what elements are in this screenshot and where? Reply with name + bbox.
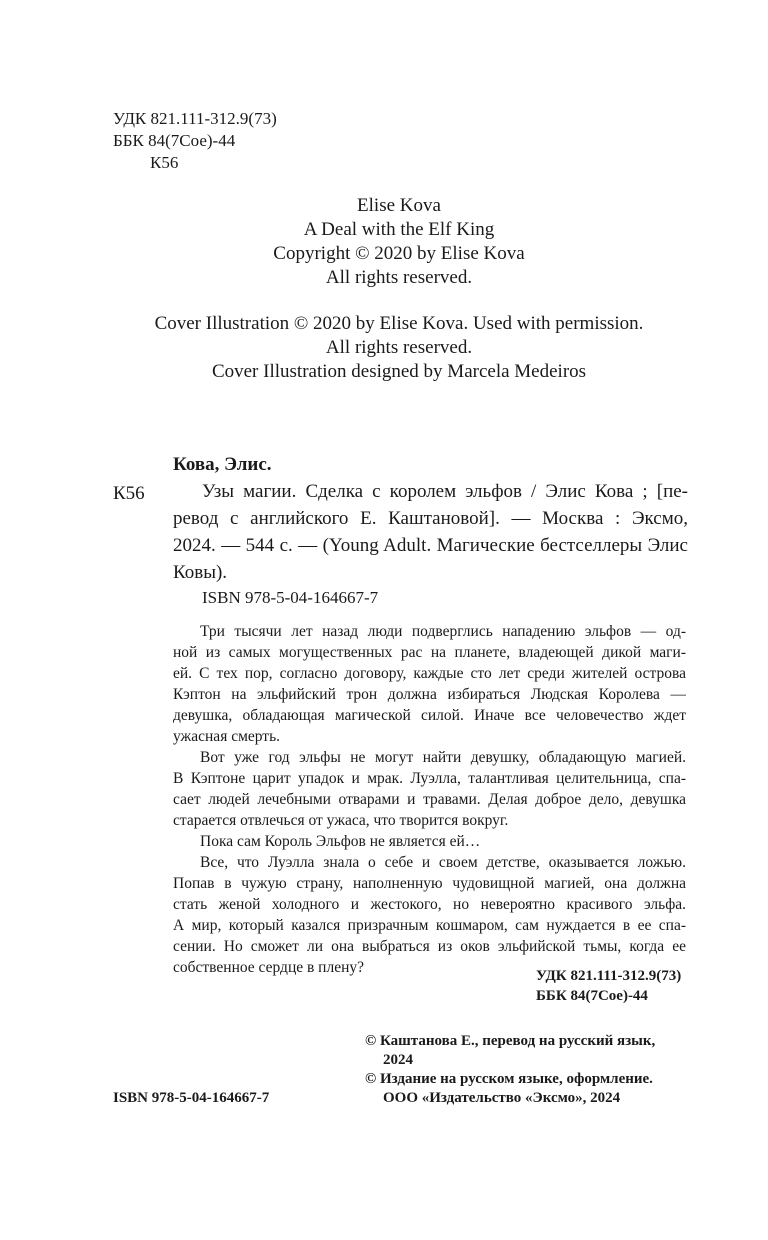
original-copyright: Copyright © 2020 by Elise Kova [273, 243, 525, 264]
footer-isbn: ISBN 978-5-04-164667-7 [113, 1090, 270, 1106]
annotation-line: Кэптон на эльфийский трон должна избираться Людская Королева — [173, 686, 686, 703]
translation-copyright: © Каштанова Е., перевод на русский язык, [365, 1033, 656, 1049]
edition-publisher: ООО «Издательство «Эксмо», 2024 [383, 1090, 621, 1106]
annotation-line: Все, что Луэлла знала о себе и своем детстве, оказывается ложью. [200, 854, 686, 871]
annotation-line: Попав в чужую страну, наполненную чудовищной магией, она должна [173, 875, 686, 892]
cover-designer: Cover Illustration designed by Marcela Medeiros [211, 361, 587, 382]
annotation-line: сает людей лечебными отварами и травами. Делая доброе дело, девушка [173, 791, 686, 808]
annotation-line: девушка, обладающая магической силой. Иначе все человечество ждет [173, 707, 686, 724]
author-code: К56 [150, 153, 179, 172]
cover-credits-block [0, 312, 768, 384]
annotation-line: Три тысячи лет назад люди подверглись нападению эльфов — од- [200, 623, 686, 640]
original-copyright-block [0, 194, 768, 290]
original-rights: All rights reserved. [325, 267, 473, 288]
edition-copyright: © Издание на русском языке, оформление. [365, 1071, 653, 1087]
bbk-code: ББК 84(7Сое)-44 [113, 131, 236, 150]
catalog-desc-line: Ковы). [173, 562, 228, 583]
original-author: Elise Kova [357, 195, 441, 216]
annotation-line: ужасная смерть. [173, 728, 281, 745]
catalog-desc-line: ревод с английского Е. Каштановой]. — Москва : Эксмо, [173, 508, 688, 529]
footer-bbk: ББК 84(7Сое)-44 [536, 988, 648, 1004]
cover-rights: All rights reserved. [325, 337, 473, 358]
udk-code: УДК 821.111-312.9(73) [113, 109, 277, 128]
annotation-line: ей. С тех пор, согласно договору, каждые сто лет среди жителей острова [173, 665, 686, 682]
annotation-line: Пока сам Король Эльфов не является ей… [200, 833, 481, 850]
annotation-line: старается отвлечься от ужаса, что творится вокруг. [173, 812, 509, 829]
annotation-line: Вот уже год эльфы не могут найти девушку, обладающую магией. [200, 749, 686, 766]
annotation-line: А мир, который казался призрачным кошмаром, сам нуждается в ее спа- [173, 917, 686, 934]
cover-credit-line: Cover Illustration © 2020 by Elise Kova. Used with permission. [154, 313, 644, 334]
catalog-isbn: ISBN 978-5-04-164667-7 [202, 588, 379, 607]
annotation-line: стать женой холодного и жестокого, но невероятно красивого эльфа. [173, 896, 686, 913]
translation-copyright-year: 2024 [383, 1052, 413, 1068]
catalog-code: К56 [113, 483, 145, 504]
original-title: A Deal with the Elf King [303, 219, 495, 240]
catalog-author-heading: Кова, Элис. [173, 454, 272, 475]
annotation-line: собственное сердце в плену? [173, 959, 365, 976]
annotation-line: сении. Но сможет ли она выбраться из оков эльфийской тьмы, когда ее [173, 938, 686, 955]
catalog-desc-line: Узы магии. Сделка с королем эльфов / Элис Кова ; [пе- [202, 481, 688, 502]
annotation-line: В Кэптоне царит упадок и мрак. Луэлла, талантливая целительница, спа- [173, 770, 686, 787]
catalog-desc-line: 2024. — 544 с. — (Young Adult. Магические бестселлеры Элис [173, 535, 688, 556]
annotation-line: ной из самых могущественных рас на планете, владеющей дикой маги- [173, 644, 686, 661]
annotation [173, 621, 686, 978]
footer-udk: УДК 821.111-312.9(73) [536, 968, 682, 984]
